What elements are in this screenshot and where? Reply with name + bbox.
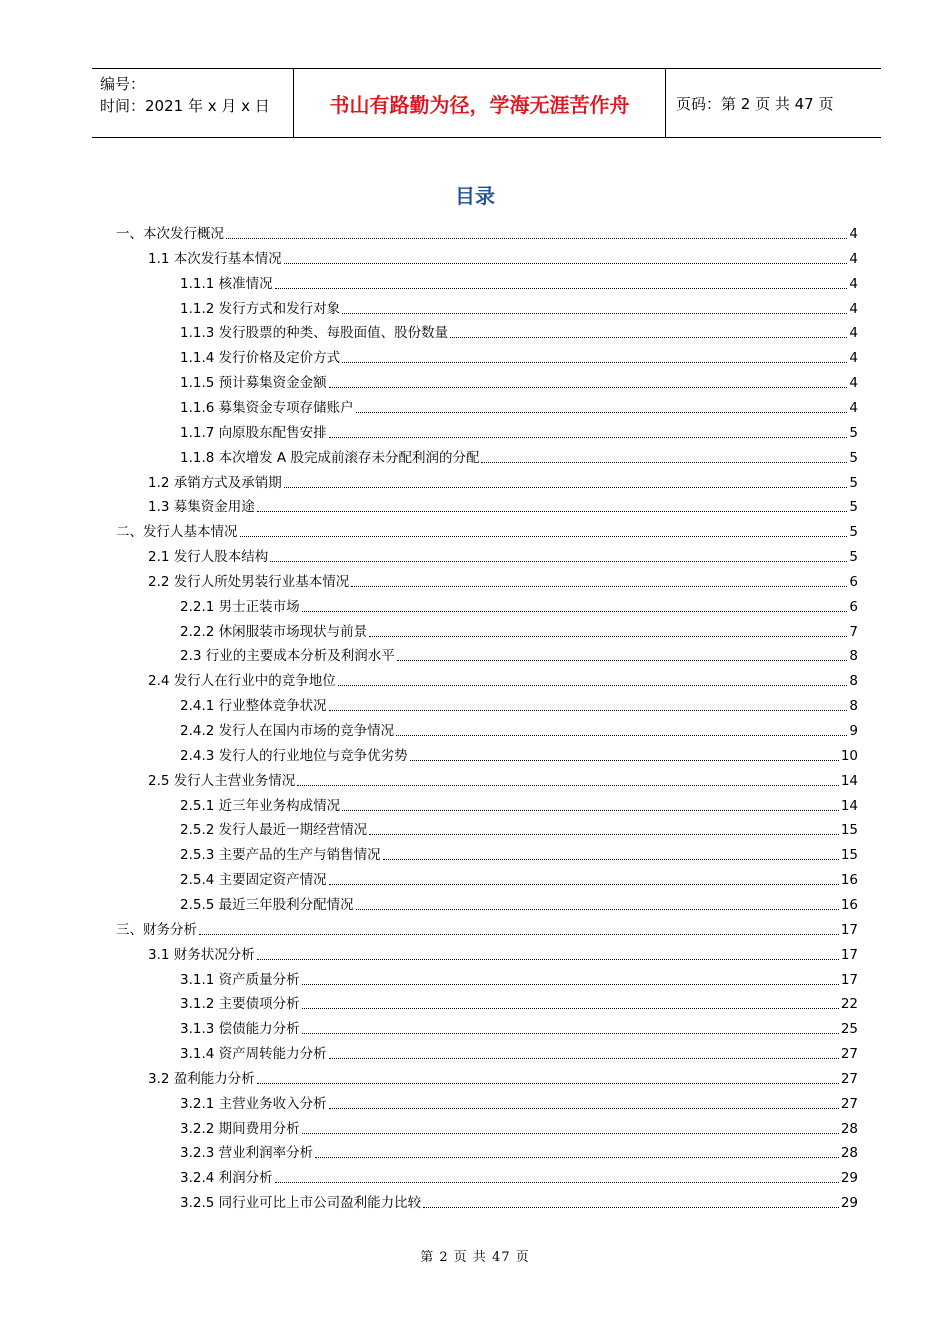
toc-entry-page: 27 <box>840 1046 858 1063</box>
toc-entry-label: 1.3 募集资金用途 <box>148 499 255 516</box>
toc-entry-label: 3.2.2 期间费用分析 <box>180 1120 300 1137</box>
toc-leader-dots <box>199 934 839 935</box>
toc-entry[interactable] <box>180 994 858 1014</box>
toc-entry-page: 16 <box>840 872 858 889</box>
toc-leader-dots <box>396 735 847 736</box>
toc-leader-dots <box>329 710 848 711</box>
toc-entry-label: 3.2.5 同行业可比上市公司盈利能力比较 <box>180 1195 422 1212</box>
toc-entry[interactable] <box>180 299 858 319</box>
toc-leader-dots <box>226 238 847 239</box>
toc-entry-page: 16 <box>840 896 858 913</box>
toc-entry-label: 1.2 承销方式及承销期 <box>148 474 282 491</box>
header-meta <box>92 69 294 137</box>
toc-entry[interactable] <box>180 746 858 766</box>
toc-leader-dots <box>481 462 847 463</box>
toc-entry[interactable] <box>180 895 858 915</box>
toc-entry-page: 17 <box>840 946 858 963</box>
toc-leader-dots <box>383 859 839 860</box>
toc-entry[interactable] <box>148 671 858 691</box>
toc-leader-dots <box>342 362 847 363</box>
toc-entry[interactable] <box>148 497 858 517</box>
toc-leader-dots <box>302 984 839 985</box>
toc-entry-page: 4 <box>849 325 858 342</box>
toc-entry[interactable] <box>116 224 858 244</box>
toc-entry-page: 4 <box>849 300 858 317</box>
toc-entry-label: 3.2.4 利润分析 <box>180 1170 273 1187</box>
toc-entry[interactable] <box>148 547 858 567</box>
toc-leader-dots <box>275 1182 839 1183</box>
toc-entry-page: 4 <box>849 350 858 367</box>
toc-entry-label: 二、发行人基本情况 <box>116 524 238 541</box>
toc-entry-page: 5 <box>849 499 858 516</box>
page-header <box>92 68 881 138</box>
toc-leader-dots <box>423 1207 839 1208</box>
toc-leader-dots <box>284 487 848 488</box>
toc-entry-label: 1.1.6 募集资金专项存储账户 <box>180 399 354 416</box>
toc-leader-dots <box>270 561 847 562</box>
toc-entry-label: 2.2.1 男士正装市场 <box>180 598 300 615</box>
toc-entry-page: 29 <box>840 1195 858 1212</box>
toc-entry[interactable] <box>180 348 858 368</box>
toc-leader-dots <box>397 660 848 661</box>
toc-entry-page: 8 <box>849 698 858 715</box>
toc-entry-label: 2.5.4 主要固定资产情况 <box>180 872 327 889</box>
toc-entry[interactable] <box>180 448 858 468</box>
toc-entry-page: 15 <box>840 822 858 839</box>
toc-entry-page: 25 <box>840 1021 858 1038</box>
toc-entry[interactable] <box>148 249 858 269</box>
toc-entry-label: 1.1.3 发行股票的种类、每股面值、股份数量 <box>180 325 449 342</box>
toc-entry-page: 4 <box>849 275 858 292</box>
toc-entry-page: 5 <box>849 424 858 441</box>
toc-entry[interactable] <box>148 1069 858 1089</box>
toc-leader-dots <box>240 536 848 537</box>
toc-entry[interactable] <box>180 820 858 840</box>
toc-entry-label: 2.1 发行人股本结构 <box>148 549 269 566</box>
toc-leader-dots <box>356 909 839 910</box>
toc-entry[interactable] <box>180 970 858 990</box>
header-motto: 书山有路勤为径，学海无涯苦作舟 <box>294 69 666 137</box>
toc-leader-dots <box>356 412 848 413</box>
toc-entry-label: 三、财务分析 <box>116 921 197 938</box>
toc-entry-label: 1.1 本次发行基本情况 <box>148 250 282 267</box>
toc-entry-page: 17 <box>840 921 858 938</box>
toc-entry-label: 1.1.7 向原股东配售安排 <box>180 424 327 441</box>
document-time-label: 时间：2021 年 x 月 x 日 <box>100 97 270 115</box>
toc-entry-label: 2.4.1 行业整体竞争状况 <box>180 698 327 715</box>
toc-entry[interactable] <box>180 870 858 890</box>
toc-entry[interactable] <box>180 1168 858 1188</box>
toc-entry[interactable] <box>180 845 858 865</box>
toc-entry-page: 10 <box>840 747 858 764</box>
toc-entry[interactable] <box>180 696 858 716</box>
toc-leader-dots <box>315 1157 839 1158</box>
toc-leader-dots <box>410 760 839 761</box>
toc-entry-label: 2.4.3 发行人的行业地位与竞争优劣势 <box>180 747 408 764</box>
toc-entry-page: 17 <box>840 971 858 988</box>
toc-entry-page: 4 <box>849 375 858 392</box>
toc-leader-dots <box>302 1133 839 1134</box>
toc-leader-dots <box>450 337 847 338</box>
toc-entry-label: 3.1.1 资产质量分析 <box>180 971 300 988</box>
toc-entry-page: 15 <box>840 847 858 864</box>
toc-leader-dots <box>351 586 847 587</box>
header-page-info: 页码：第 2 页 共 47 页 <box>676 94 834 113</box>
toc-entry-label: 1.1.2 发行方式和发行对象 <box>180 300 341 317</box>
toc-entry-label: 2.4 发行人在行业中的竞争地位 <box>148 673 336 690</box>
toc-entry-page: 8 <box>849 648 858 665</box>
toc-leader-dots <box>302 1008 839 1009</box>
toc-entry[interactable] <box>180 1094 858 1114</box>
toc-leader-dots <box>329 387 848 388</box>
toc-leader-dots <box>284 263 848 264</box>
toc-leader-dots <box>369 636 847 637</box>
toc-entry[interactable] <box>180 622 858 642</box>
toc-leader-dots <box>338 685 848 686</box>
toc-entry-page: 5 <box>849 549 858 566</box>
toc-entry[interactable] <box>180 597 858 617</box>
toc-leader-dots <box>329 1058 839 1059</box>
toc-entry[interactable] <box>116 920 858 940</box>
toc-entry-label: 1.1.1 核准情况 <box>180 275 273 292</box>
toc-leader-dots <box>329 1108 839 1109</box>
toc-entry-label: 3.1.3 偿债能力分析 <box>180 1021 300 1038</box>
toc-entry-label: 1.1.8 本次增发 A 股完成前滚存未分配利润的分配 <box>180 449 480 466</box>
toc-entry-page: 5 <box>849 524 858 541</box>
toc-title: 目录 <box>455 184 495 208</box>
toc-entry[interactable] <box>180 1143 858 1163</box>
toc-entry-label: 2.5.1 近三年业务构成情况 <box>180 797 341 814</box>
toc-entry-page: 8 <box>849 673 858 690</box>
toc-leader-dots <box>342 810 839 811</box>
toc-entry[interactable] <box>180 373 858 393</box>
toc-entry-label: 1.1.5 预计募集资金金额 <box>180 375 327 392</box>
toc-entry-page: 28 <box>840 1145 858 1162</box>
toc-entry-label: 1.1.4 发行价格及定价方式 <box>180 350 341 367</box>
document-number-label: 编号： <box>100 75 146 93</box>
toc-entry-page: 9 <box>849 723 858 739</box>
toc-entry-page: 4 <box>849 399 858 416</box>
toc-entry-page: 28 <box>840 1120 858 1137</box>
toc-entry[interactable] <box>148 945 858 965</box>
toc-entry-label: 2.5.3 主要产品的生产与销售情况 <box>180 847 381 864</box>
toc-entry-label: 2.5 发行人主营业务情况 <box>148 772 296 789</box>
toc-entry[interactable] <box>180 721 858 741</box>
toc-entry[interactable] <box>180 1019 858 1039</box>
page-footer: 第 2 页 共 47 页 <box>420 1250 530 1265</box>
toc-entry-page: 14 <box>840 772 858 789</box>
toc-entry-page: 27 <box>840 1095 858 1112</box>
toc-entry-label: 2.4.2 发行人在国内市场的竞争情况 <box>180 723 395 739</box>
toc-entry[interactable] <box>180 423 858 443</box>
toc-entry-page: 22 <box>840 996 858 1013</box>
toc-entry-page: 14 <box>840 797 858 814</box>
toc-entry[interactable] <box>180 646 858 666</box>
toc-entry-label: 2.2.2 休闲服装市场现状与前景 <box>180 623 368 640</box>
toc-leader-dots <box>302 1033 839 1034</box>
toc-entry-page: 27 <box>840 1070 858 1087</box>
toc-entry[interactable] <box>116 522 858 542</box>
toc-entry-page: 29 <box>840 1170 858 1187</box>
toc-entry-page: 6 <box>849 573 858 590</box>
toc-entry[interactable] <box>180 1193 858 1213</box>
toc-entry-page: 4 <box>849 226 858 242</box>
toc-leader-dots <box>257 1083 839 1084</box>
toc-entry-label: 3.2 盈利能力分析 <box>148 1070 255 1087</box>
toc-entry-page: 4 <box>849 250 858 267</box>
toc-entry-page: 6 <box>849 598 858 615</box>
toc-entry-label: 3.1.4 资产周转能力分析 <box>180 1046 327 1063</box>
toc-leader-dots <box>329 884 839 885</box>
toc-entry[interactable] <box>180 274 858 294</box>
toc-leader-dots <box>329 437 848 438</box>
toc-entry[interactable] <box>180 796 858 816</box>
toc-entry[interactable] <box>180 398 858 418</box>
toc-entry[interactable] <box>180 1044 858 1064</box>
toc-entry-page: 7 <box>849 623 858 640</box>
toc-entry[interactable] <box>148 572 858 592</box>
toc-leader-dots <box>275 288 848 289</box>
toc-entry-label: 2.5.2 发行人最近一期经营情况 <box>180 822 368 839</box>
toc-entry-label: 2.2 发行人所处男装行业基本情况 <box>148 573 350 590</box>
toc-entry-label: 3.2.1 主营业务收入分析 <box>180 1095 327 1112</box>
toc-entry-page: 5 <box>849 449 858 466</box>
toc-leader-dots <box>257 959 839 960</box>
toc-entry[interactable] <box>148 771 858 791</box>
toc-entry[interactable] <box>180 323 858 343</box>
toc-entry[interactable] <box>148 473 858 493</box>
toc-entry-label: 3.1 财务状况分析 <box>148 946 255 963</box>
toc-entry[interactable] <box>180 1119 858 1139</box>
toc-entry-label: 2.5.5 最近三年股利分配情况 <box>180 896 354 913</box>
toc-leader-dots <box>302 611 848 612</box>
toc-entry-label: 3.2.3 营业利润率分析 <box>180 1145 314 1162</box>
toc-entry-page: 5 <box>849 474 858 491</box>
toc-leader-dots <box>297 785 839 786</box>
toc-entry-label: 3.1.2 主要债项分析 <box>180 996 300 1013</box>
toc-leader-dots <box>257 511 848 512</box>
toc-entry-label: 2.3 行业的主要成本分析及利润水平 <box>180 648 395 665</box>
toc-leader-dots <box>369 834 839 835</box>
toc-entry-label: 一、本次发行概况 <box>116 226 224 242</box>
toc-leader-dots <box>342 313 847 314</box>
